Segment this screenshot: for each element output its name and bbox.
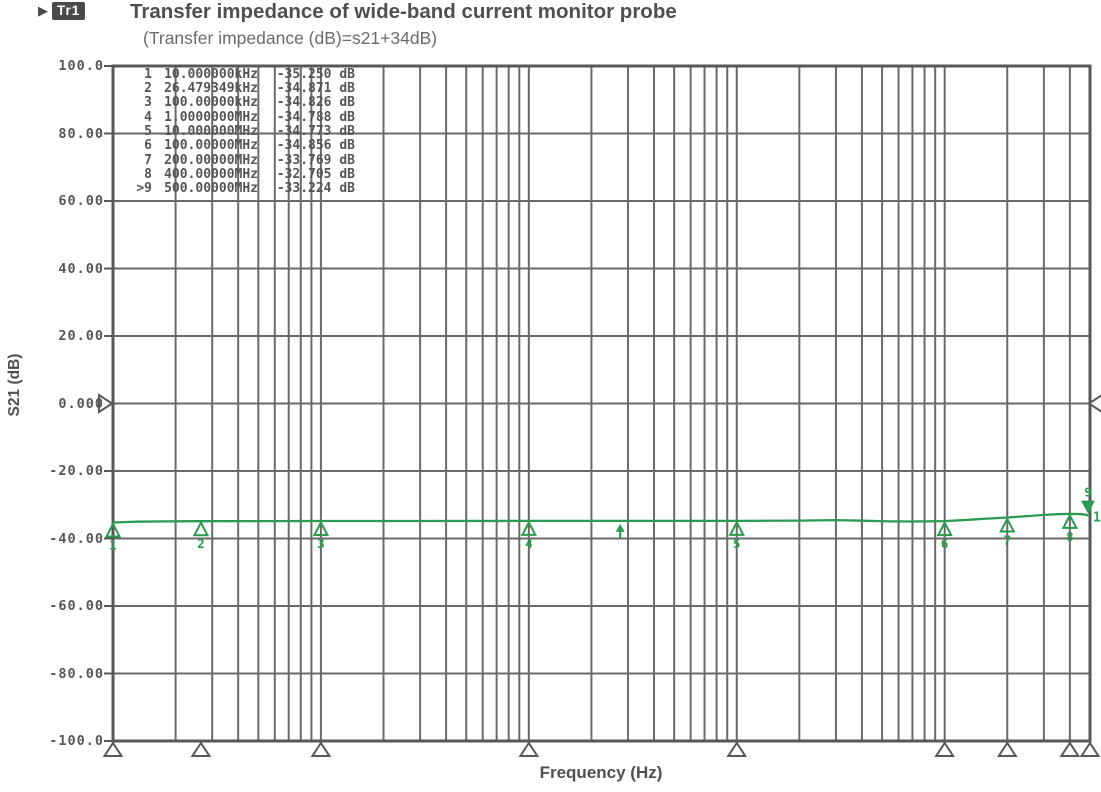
y-axis-tick-label: 20.00 [58,328,104,344]
marker-table-row [126,139,355,153]
bottom-marker-handle[interactable] [520,743,537,756]
marker-frequency-cell: 26.479349kHz [164,81,258,97]
trace-number-label: 1 [1093,510,1101,526]
x-axis-title: Frequency (Hz) [539,763,663,782]
y-axis-title: S21 (dB) [6,353,23,417]
marker-value-cell: -34.856 dB [276,138,355,154]
marker-table-row [126,110,355,124]
marker-symbol[interactable] [194,523,207,536]
bottom-marker-handle[interactable] [936,743,953,756]
marker-value-cell: -35.250 dB [276,66,355,82]
marker-value-cell: -33.769 dB [276,152,355,168]
y-axis-tick-label: -60.00 [49,598,104,614]
marker-number-cell: 3 [144,95,152,111]
marker-value-cell: -34.788 dB [276,109,355,125]
trace-select-arrow-icon: ▶ [38,3,48,18]
bottom-marker-handle[interactable] [312,743,329,756]
y-axis-tick-label: -100.0 [49,733,104,749]
marker-table-row [126,153,355,167]
bottom-marker-handle[interactable] [105,743,122,756]
marker-number-cell: >9 [136,181,152,197]
marker-frequency-cell: 200.00000MHz [164,152,258,168]
bottom-marker-handle[interactable] [192,743,209,756]
trace-line [113,514,1090,523]
marker-frequency-cell: 10.000000MHz [164,124,258,140]
marker-number-cell: 8 [144,167,152,183]
marker-number: 6 [940,536,949,552]
marker-table-row [126,81,355,95]
marker-table-row [126,167,355,181]
marker-value-cell: -34.773 dB [276,124,355,140]
marker-table-row [126,96,355,110]
y-axis-tick-label: 0.000 [58,395,104,412]
marker-number: 4 [525,535,533,551]
marker-number-cell: 1 [144,66,152,82]
marker-number-cell: 4 [144,109,152,125]
bottom-marker-handle[interactable] [1061,743,1078,756]
marker-frequency-cell: 10.000000kHz [164,66,258,82]
y-axis-tick-label: 100.0 [58,58,104,74]
trace-badge[interactable]: Tr1 [52,2,85,20]
bottom-marker-handle[interactable] [999,743,1016,756]
marker-value-cell: -33.224 dB [276,181,355,197]
chart-title: Transfer impedance of wide-band current monitor probe [130,0,677,23]
y-axis-tick-label: -20.00 [49,463,104,479]
y-axis-tick-label: -40.00 [49,530,104,547]
marker-table [126,67,355,196]
marker-number: 2 [197,536,205,552]
marker-number-cell: 5 [144,124,152,140]
marker-frequency-cell: 100.00000kHz [164,95,258,111]
marker-frequency-cell: 100.00000MHz [164,138,258,154]
marker-number: 8 [1066,528,1074,544]
marker-number: 5 [732,535,741,551]
marker-number: 1 [109,537,117,553]
marker-table-row [126,67,355,81]
marker-value-cell: -32.705 dB [276,167,355,183]
marker-value-cell: -34.871 dB [276,81,355,97]
marker-frequency-cell: 500.00000MHz [164,181,258,197]
marker-table-row [126,124,355,138]
marker-number-cell: 7 [144,152,152,168]
chart-subtitle: (Transfer impedance (dB)=s21+34dB) [143,28,438,48]
y-axis-tick-label: -80.00 [49,665,104,682]
marker-number: 3 [317,536,325,552]
marker-number: 7 [1003,532,1012,548]
bottom-marker-handle[interactable] [728,743,745,756]
marker-frequency-cell: 400.00000MHz [164,167,258,183]
y-axis-tick-label: 40.00 [58,260,104,277]
bottom-marker-handle[interactable] [1082,743,1099,756]
active-marker-number: 9 [1084,484,1092,500]
y-axis-tick-label: 80.00 [58,125,104,142]
marker-table-row [126,182,355,196]
sweep-position-arrow-head [616,524,625,532]
marker-number-cell: 2 [144,81,152,97]
marker-number-cell: 6 [144,138,152,154]
y-axis-tick-label: 60.00 [58,193,104,209]
marker-value-cell: -34.826 dB [276,95,355,111]
marker-frequency-cell: 1.0000000MHz [164,109,258,125]
